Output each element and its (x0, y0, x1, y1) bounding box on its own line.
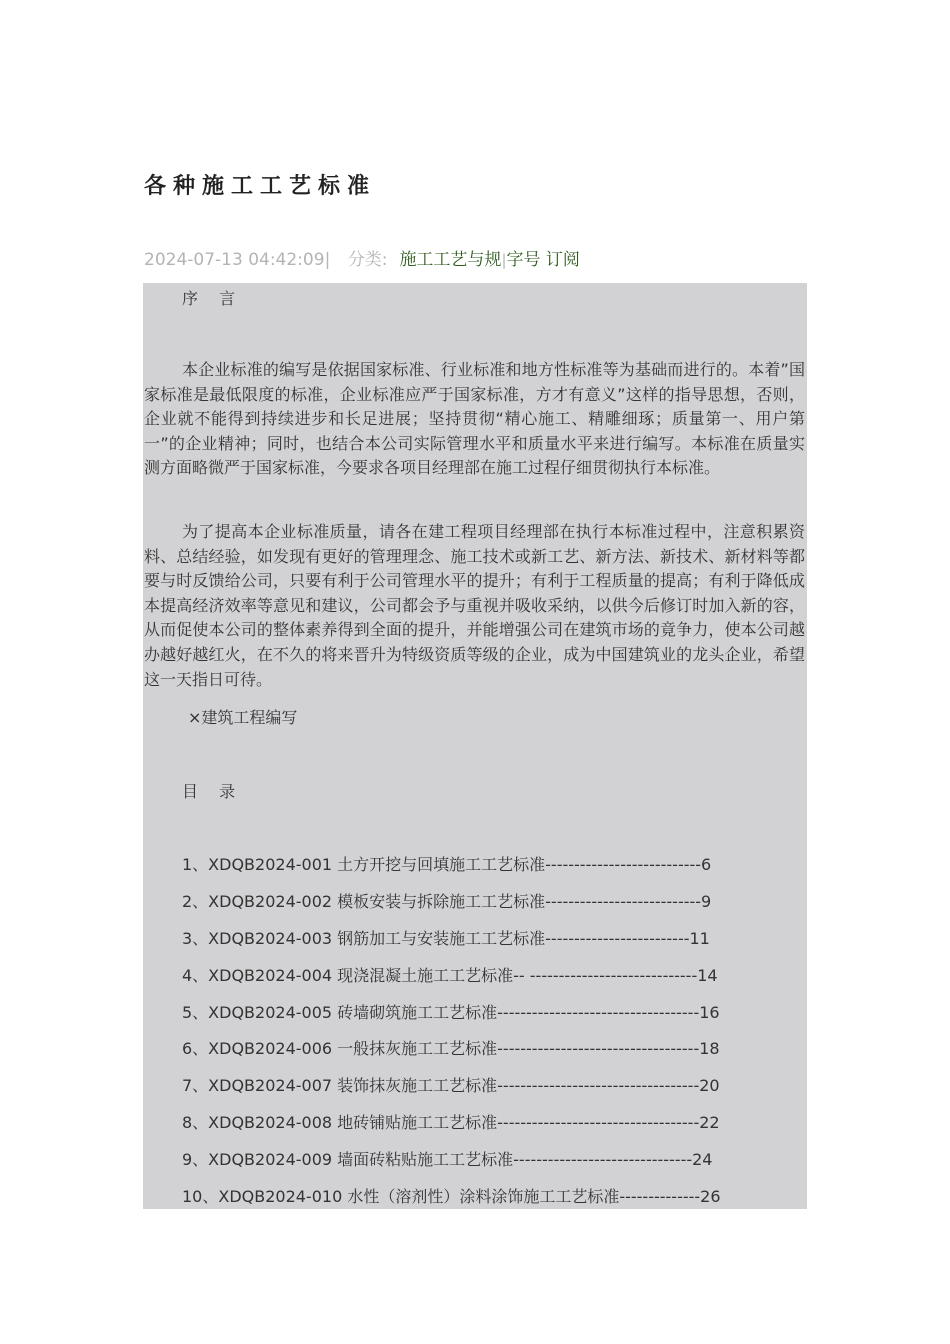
table-of-contents (182, 853, 721, 1209)
toc-item[interactable]: 4、XDQB2024-004 现浇混凝土施工工艺标准-- -----------------------------14 (182, 965, 718, 985)
toc-heading: 目 录 (182, 782, 244, 801)
font-size-button[interactable]: 字号 (506, 250, 541, 270)
article-title: 各种施工工艺标准 (144, 174, 377, 199)
date-separator: | (324, 250, 331, 270)
preface-heading: 序 言 (182, 289, 244, 308)
subscribe-button[interactable]: 订阅 (545, 250, 580, 270)
toc-item[interactable]: 3、XDQB2024-003 钢筋加工与安装施工工艺标准-------------------------11 (182, 928, 710, 948)
toc-item[interactable]: 7、XDQB2024-007 装饰抹灰施工工艺标准-----------------------------------20 (182, 1076, 720, 1096)
preface-paragraph-1: 本企业标准的编写是依据国家标准、行业标准和地方性标准等为基础而进行的。本着”国家标准是最低限度的标准，企业标准应严于国家标准，方才有意义”这样的指导思想，否则，企业就不能得到持续进步和长足进展；坚持贯彻“精心施工、精雕细琢；质量第一、用户第一”的企业精神；同时，也结合本公司实际管理水平和质量水平来进行编写。本标准在质量实测方面略微严于国家标准，今要求各项目经理部在施工过程仔细贯彻执行本标准。 (144, 360, 805, 478)
article-meta (144, 246, 580, 274)
category-label: 分类: (347, 250, 388, 270)
article-body (143, 283, 807, 1209)
toc-item[interactable]: 10、XDQB2024-010 水性（溶剂性）涂料涂饰施工工艺标准--------------26 (182, 1187, 721, 1207)
author-line: ×建筑工程编写 (188, 708, 298, 727)
toc-item[interactable]: 5、XDQB2024-005 砖墙砌筑施工工艺标准-----------------------------------16 (182, 1002, 720, 1022)
publish-date: 2024-07-13 04:42:09 (144, 250, 325, 270)
toc-item[interactable]: 1、XDQB2024-001 土方开挖与回填施工工艺标准---------------------------6 (182, 855, 712, 874)
category-link[interactable]: 施工工艺与规 (399, 250, 502, 270)
toc-item[interactable]: 8、XDQB2024-008 地砖铺贴施工工艺标准-----------------------------------22 (182, 1113, 720, 1133)
preface-paragraph-2: 为了提高本企业标准质量，请各在建工程项目经理部在执行本标准过程中，注意积累资料、总结经验，如发现有更好的管理理念、施工技术或新工艺、新方法、新技术、新材料等都要与时反馈给公司，只要有利于公司管理水平的提升；有利于工程质量的提高；有利于降低成本提高经济效率等意见和建议，公司都会予与重视并吸收采纳，以供今后修订时加入新的容，从而促使本公司的整体素养得到全面的提升，并能增强公司在建筑市场的竟争力，使本公司越办越好越红火，在不久的将来晋升为特级资质等级的企业，成为中国建筑业的龙头企业，希望这一天指日可待。 (144, 522, 805, 689)
toc-item[interactable]: 2、XDQB2024-002 模板安装与拆除施工工艺标准---------------------------9 (182, 891, 712, 911)
category-separator: | (501, 251, 507, 269)
toc-item[interactable]: 6、XDQB2024-006 一般抹灰施工工艺标准-----------------------------------18 (182, 1039, 720, 1059)
toc-item[interactable]: 9、XDQB2024-009 墙面砖粘贴施工工艺标准-------------------------------24 (182, 1150, 713, 1170)
